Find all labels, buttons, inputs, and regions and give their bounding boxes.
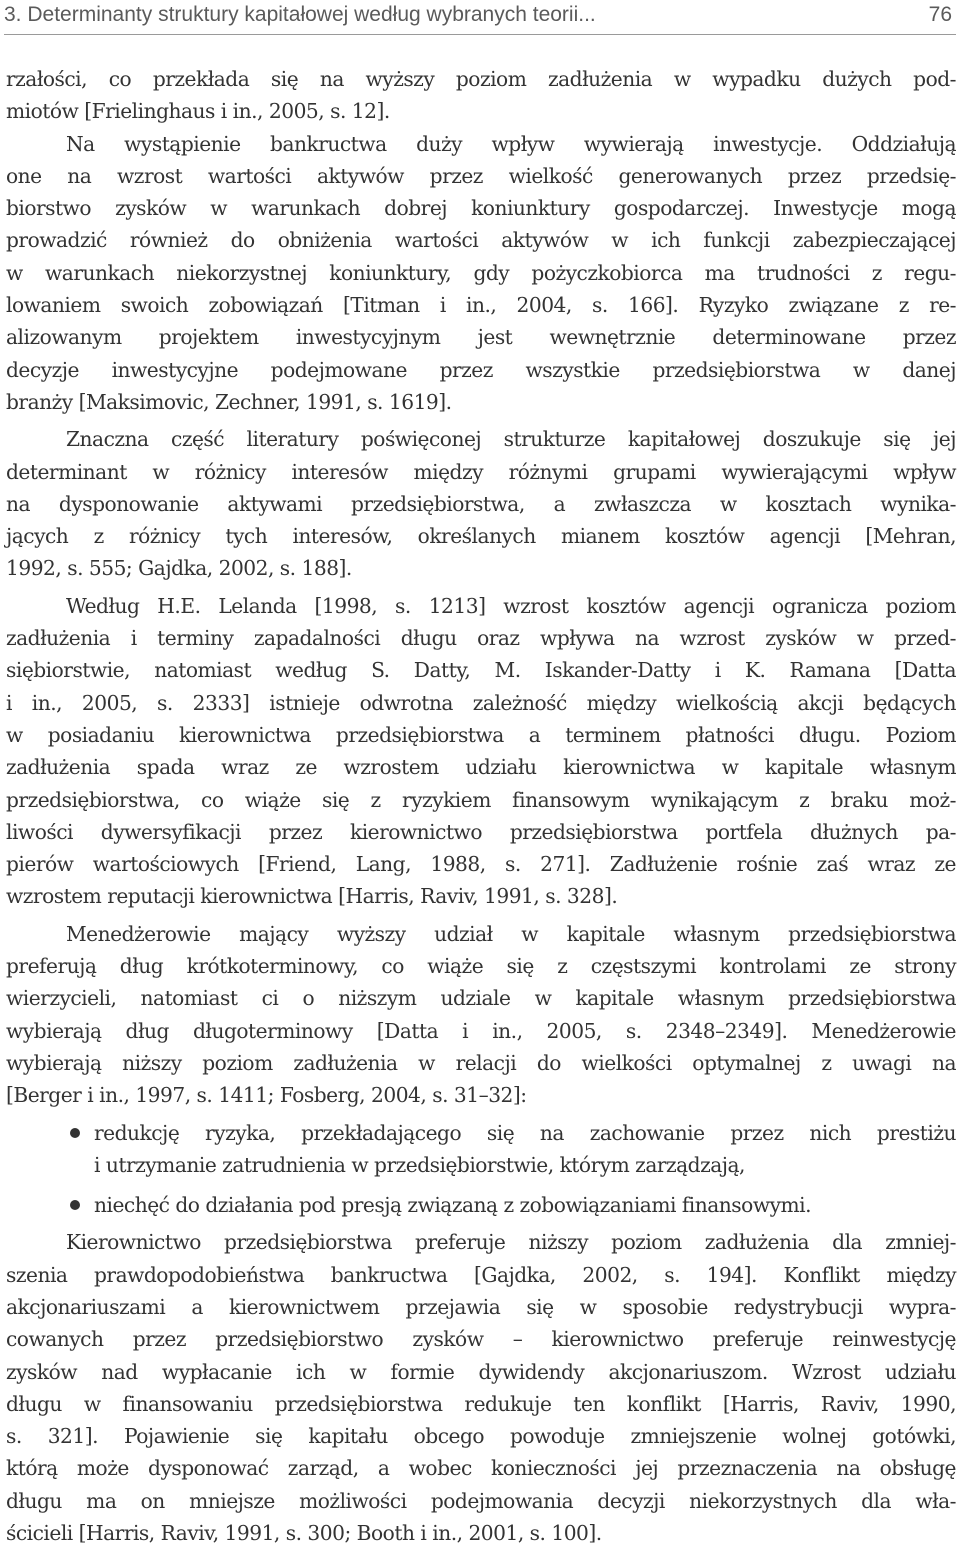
- text-line: s. 321]. Pojawienie się kapitału obcego powoduje zmniejszenie wolnej gotówki,: [6, 1424, 956, 1449]
- text-line: którą może dysponować zarząd, a wobec konieczności jej przeznaczenia na obsługę: [6, 1456, 956, 1481]
- text-line: długu w finansowaniu przedsiębiorstwa redukuje ten konflikt [Harris, Raviv, 1990,: [6, 1391, 956, 1416]
- text-line: w warunkach niekorzystnej koniunktury, gdy pożyczkobiorca ma trudności z regu-: [6, 260, 956, 285]
- text-line: długu ma on mniejsze możliwości podejmowania decyzji niekorzystnych dla wła-: [6, 1488, 956, 1513]
- text-line: i utrzymanie zatrudnienia w przedsiębiorstwie, którym zarządzają,: [94, 1152, 745, 1177]
- text-line: determinant w różnicy interesów między różnymi grupami wywierającymi wpływ: [6, 459, 956, 484]
- body-text: [6, 63, 956, 1549]
- paragraph-1: [6, 63, 956, 128]
- text-line: ścicieli [Harris, Raviv, 1991, s. 300; Booth i in., 2001, s. 100].: [6, 1521, 602, 1546]
- text-line: liwości dywersyfikacji przez kierownictwo przedsiębiorstwa portfela dłużnych pa-: [6, 819, 956, 844]
- paragraph-6: [6, 1226, 956, 1549]
- text-line: zadłużenia spada wraz ze wzrostem udziału kierownictwa w kapitale własnym: [6, 755, 956, 780]
- page-number: 76: [928, 3, 952, 26]
- text-line: [Berger i in., 1997, s. 1411; Fosberg, 2004, s. 31–32]:: [6, 1083, 527, 1108]
- text-line: przedsiębiorstwa, co wiąże się z ryzykiem finansowym wynikającym z braku moż-: [6, 787, 956, 812]
- running-title: 3. Determinanty struktury kapitałowej według wybranych teorii...: [4, 3, 596, 26]
- text-line: pierów wartościowych [Friend, Lang, 1988, s. 271]. Zadłużenie rośnie zaś wraz ze: [6, 852, 956, 877]
- paragraph-4: [6, 590, 956, 913]
- text-line: biorstwo zysków w warunkach dobrej koniunktury gospodarczej. Inwestycje mogą: [6, 196, 956, 221]
- bullet-icon: [70, 1200, 80, 1210]
- text-line: lowaniem swoich zobowiązań [Titman i in., 2004, s. 166]. Ryzyko związane z re-: [6, 293, 956, 318]
- paragraph-2: [6, 128, 956, 419]
- bullet-icon: [70, 1128, 80, 1138]
- text-line: w posiadaniu kierownictwa przedsiębiorstwa a terminem płatności długu. Poziom: [6, 722, 956, 747]
- paragraph-5: [6, 918, 956, 1112]
- text-line: Kierownictwo przedsiębiorstwa preferuje niższy poziom zadłużenia dla zmniej-: [66, 1230, 956, 1255]
- paragraph-3: [6, 423, 956, 584]
- text-line: wybierają dług długoterminowy [Datta i in., 2005, s. 2348–2349]. Menedżerowie: [6, 1018, 956, 1043]
- text-line: Na wystąpienie bankructwa duży wpływ wywierają inwestycje. Oddziałują: [66, 131, 956, 156]
- header-rule: [4, 34, 956, 35]
- text-line: wzrostem reputacji kierownictwa [Harris, Raviv, 1991, s. 328].: [6, 884, 618, 909]
- text-line: wierzycieli, natomiast ci o niższym udziale w kapitale własnym przedsiębiorstwa: [6, 986, 956, 1011]
- text-line: zadłużenia i terminy zapadalności długu oraz wpływa na wzrost zysków w przed-: [6, 626, 956, 651]
- text-line: jących z różnicy tych interesów, określanych mianem kosztów agencji [Mehran,: [6, 524, 956, 549]
- text-line: prowadzić również do obniżenia wartości aktywów w ich funkcji zabezpieczającej: [6, 228, 956, 253]
- text-line: siębiorstwie, natomiast według S. Datty, M. Iskander-Datty i K. Ramana [Datta: [6, 658, 956, 683]
- text-line: akcjonariuszami a kierownictwem przejawia się w sposobie redystrybucji wypra-: [6, 1294, 956, 1319]
- text-line: redukcję ryzyka, przekładającego się na zachowanie przez nich prestiżu: [94, 1120, 956, 1145]
- list-item: [6, 1189, 956, 1221]
- text-line: szenia prawdopodobieństwa bankructwa [Gajdka, 2002, s. 194]. Konflikt między: [6, 1262, 956, 1287]
- text-line: branży [Maksimovic, Zechner, 1991, s. 1619].: [6, 389, 452, 414]
- text-line: one na wzrost wartości aktywów przez wielkość generowanych przez przedsię-: [6, 163, 956, 188]
- text-line: na dysponowanie aktywami przedsiębiorstwa, a zwłaszcza w kosztach wynika-: [6, 491, 956, 516]
- text-line: rzałości, co przekłada się na wyższy poziom zadłużenia w wypadku dużych pod-: [6, 67, 956, 91]
- text-line: decyzje inwestycyjne podejmowane przez wszystkie przedsiębiorstwa w danej: [6, 357, 956, 382]
- text-line: wybierają niższy poziom zadłużenia w relacji do wielkości optymalnej z uwagi na: [6, 1050, 956, 1075]
- text-line: miotów [Frielinghaus i in., 2005, s. 12].: [6, 99, 390, 124]
- text-line: cowanych przez przedsiębiorstwo zysków – kierownictwo preferuje reinwestycję: [6, 1327, 956, 1352]
- text-line: zysków nad wypłacanie ich w formie dywidendy akcjonariuszom. Wzrost udziału: [6, 1359, 956, 1384]
- text-line: Znaczna część literatury poświęconej strukturze kapitałowej doszukuje się jej: [66, 427, 956, 452]
- text-line: niechęć do działania pod presją związaną z zobowiązaniami finansowymi.: [94, 1193, 812, 1218]
- text-line: preferują dług krótkoterminowy, co wiąże się z częstszymi kontrolami ze strony: [6, 954, 956, 979]
- bullet-list: [6, 1117, 956, 1222]
- text-line: i in., 2005, s. 2333] istnieje odwrotna zależność między wielkością akcji będących: [6, 690, 956, 715]
- running-header: [0, 0, 960, 34]
- text-line: Według H.E. Lelanda [1998, s. 1213] wzrost kosztów agencji ogranicza poziom: [66, 593, 956, 618]
- text-line: 1992, s. 555; Gajdka, 2002, s. 188].: [6, 556, 352, 581]
- text-line: alizowanym projektem inwestycyjnym jest wewnętrznie determinowane przez: [6, 325, 956, 350]
- list-item: [6, 1117, 956, 1182]
- text-line: Menedżerowie mający wyższy udział w kapitale własnym przedsiębiorstwa: [66, 921, 956, 946]
